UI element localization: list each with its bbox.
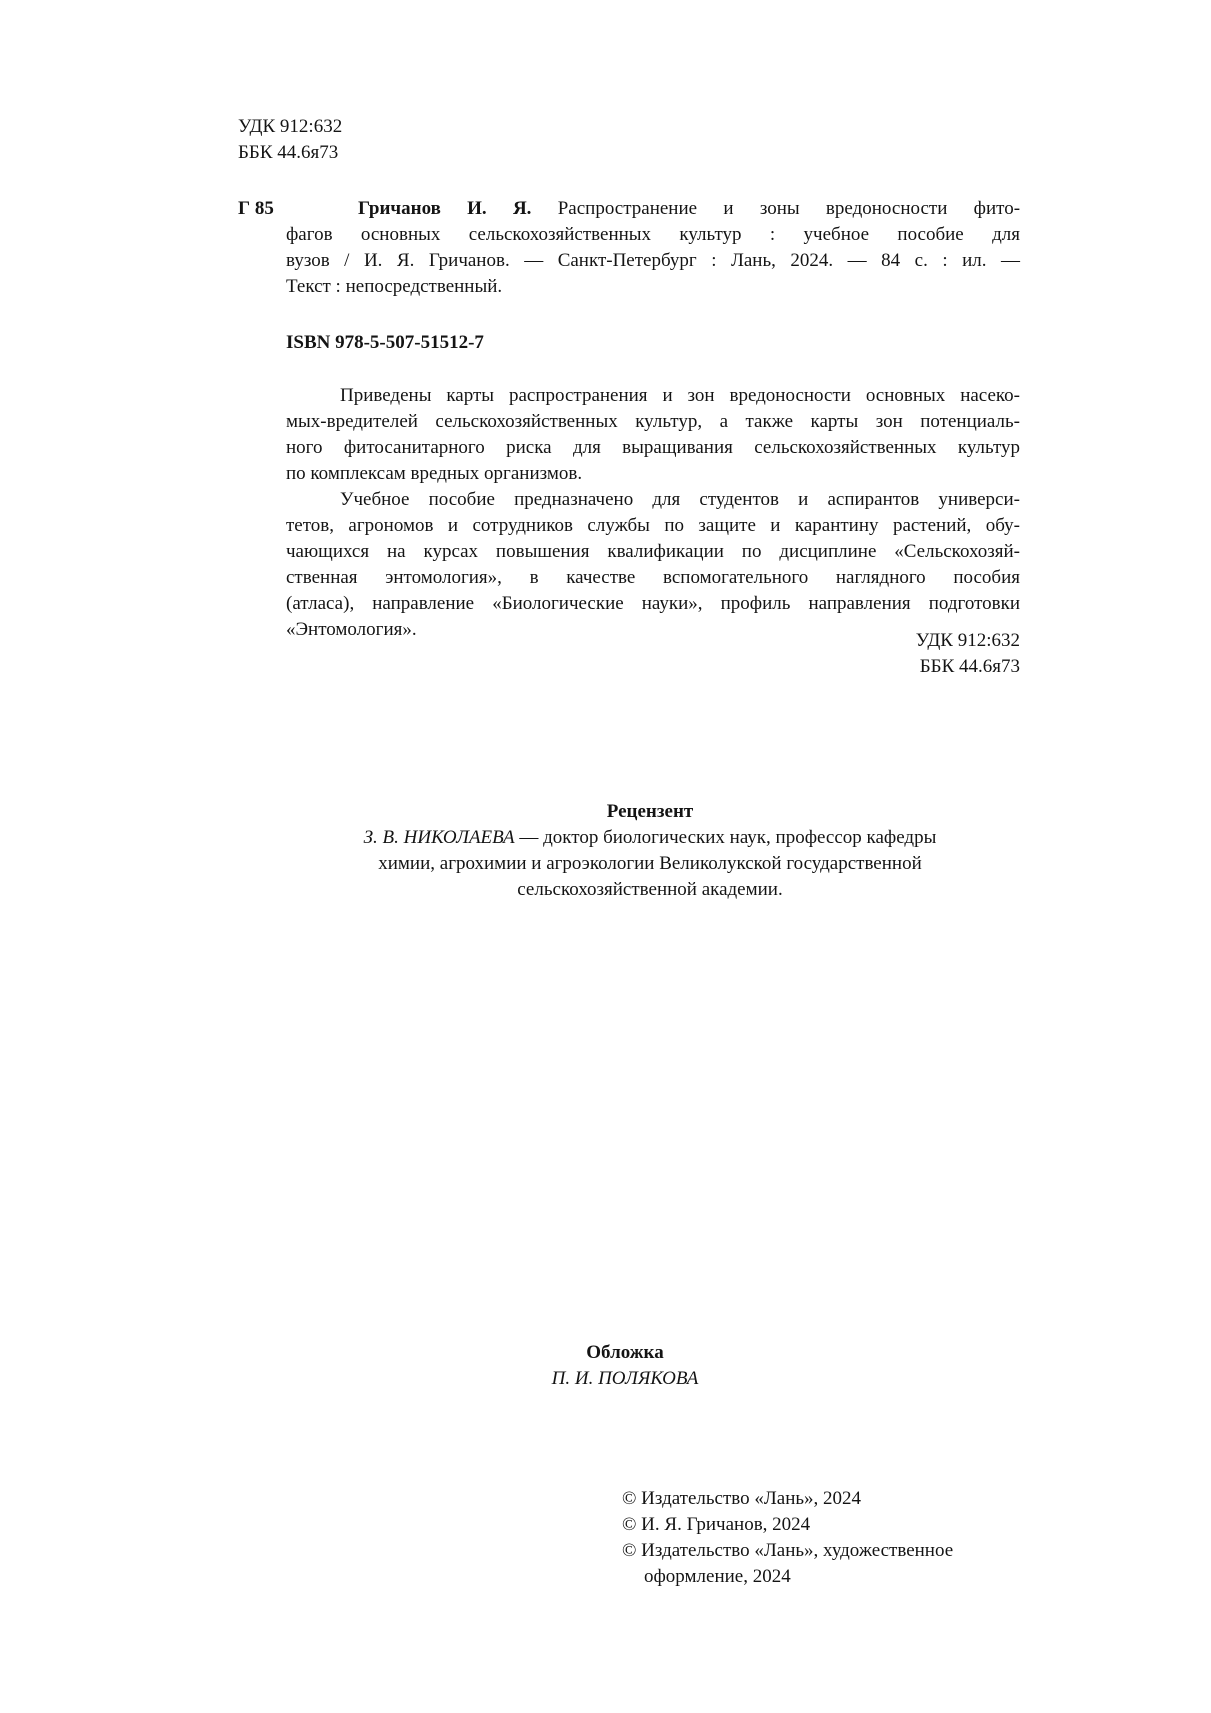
- abstract-line: Приведены карты распространения и зон вредоносности основных насеко-: [340, 385, 1020, 406]
- classification-codes-top: [238, 114, 342, 166]
- bibliographic-line: фагов основных сельскохозяйственных культур : учебное пособие для: [286, 224, 1020, 245]
- classification-codes-bottom: [850, 628, 1020, 680]
- abstract-line: (атласа), направление «Биологические науки», профиль направления подготовки: [286, 593, 1020, 614]
- bibliographic-line: вузов / И. Я. Гричанов. — Санкт-Петербург : Лань, 2024. — 84 с. : ил. —: [286, 250, 1020, 271]
- reviewer-name: З. В. НИКОЛАЕВА: [363, 827, 515, 848]
- abstract-line: ного фитосанитарного риска для выращивания сельскохозяйственных культур: [286, 437, 1020, 458]
- isbn: ISBN 978-5-507-51512-7: [286, 332, 484, 353]
- reviewer-line: сельскохозяйственной академии.: [517, 879, 783, 900]
- bibliographic-line: [286, 196, 1020, 222]
- abstract-line: «Энтомология».: [286, 619, 417, 640]
- title-text: Распространение и зоны вредоносности фито-: [557, 198, 1021, 219]
- copyright-line: © Издательство «Лань», художественное: [622, 1540, 954, 1561]
- abstract-line: по комплексам вредных организмов.: [286, 463, 583, 484]
- cover-designer: П. И. ПОЛЯКОВА: [551, 1368, 699, 1389]
- author-call-number: Г 85: [238, 198, 274, 219]
- abstract-line: чающихся на курсах повышения квалификации по дисциплине «Сельскохозяй-: [286, 541, 1020, 562]
- reviewer-heading: Рецензент: [606, 801, 694, 822]
- cover-credit: [340, 1340, 910, 1392]
- bibliographic-record: [286, 196, 1020, 300]
- reviewer-line: [240, 825, 1060, 851]
- copyright-line: © Издательство «Лань», 2024: [622, 1488, 862, 1509]
- abstract-line: Учебное пособие предназначено для студентов и аспирантов универси-: [340, 489, 1020, 510]
- bibliographic-line: Текст : непосредственный.: [286, 276, 503, 297]
- reviewer-line: химии, агрохимии и агроэкологии Великолукской государственной: [378, 853, 922, 874]
- abstract-line: тетов, агрономов и сотрудников службы по защите и карантину растений, обу-: [286, 515, 1020, 536]
- bbk-code: ББК 44.6я73: [919, 656, 1020, 677]
- reviewer-block: [240, 799, 1060, 903]
- abstract-line: ственная энтомология», в качестве вспомогательного наглядного пособия: [286, 567, 1020, 588]
- udk-code: УДК 912:632: [915, 630, 1020, 651]
- bbk-code: ББК 44.6я73: [238, 142, 339, 163]
- author-name: Гричанов И. Я.: [358, 198, 532, 219]
- reviewer-description: — доктор биологических наук, профессор кафедры: [519, 827, 937, 848]
- abstract-line: мых-вредителей сельскохозяйственных культур, а также карты зон потенциаль-: [286, 411, 1020, 432]
- copyright-notices: [622, 1486, 953, 1590]
- cover-heading: Обложка: [586, 1342, 664, 1363]
- abstract: [286, 383, 1020, 643]
- copyright-line: © И. Я. Гричанов, 2024: [622, 1514, 811, 1535]
- udk-code: УДК 912:632: [238, 116, 343, 137]
- copyright-line: оформление, 2024: [644, 1566, 791, 1587]
